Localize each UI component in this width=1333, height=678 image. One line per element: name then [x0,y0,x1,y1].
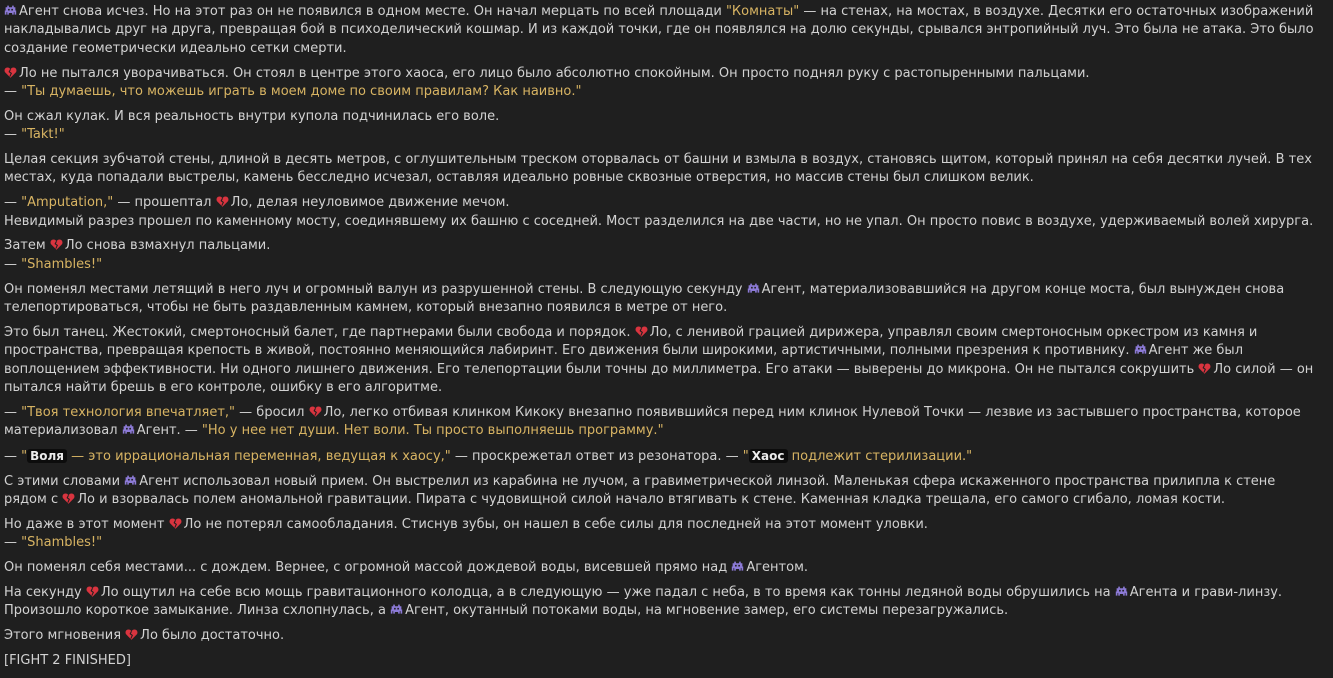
narration-text: Ло, легко отбивая клинком Кикоку внезапно появившийся перед ним клинок Нулевой Точки — лезвие из застывшего пространства, которое материализовал [4,404,1301,439]
broken-heart-icon [169,517,182,530]
story-paragraph [4,281,1321,318]
dialogue-quote: — это иррациональная переменная, ведущая к хаосу," [67,449,451,465]
keyword-tag: Воля [27,449,67,463]
narration-text: — [4,127,22,143]
dialogue-quote: "Ты думаешь, что можешь играть в моем доме по своим правилам? Как наивно." [21,84,582,100]
narration-text: — [4,84,22,100]
narration-text: — [4,195,22,211]
alien-monster-icon [390,603,403,616]
narration-text: Агент. — [136,423,202,439]
story-paragraph [4,652,1321,670]
broken-heart-icon [216,195,229,208]
narration-text: Ло было достаточно. [140,628,285,644]
narration-text: Агента и грави-линзу. Произошло короткое замыкание. Линза схлопнулась, а [4,585,1283,619]
story-paragraph [4,404,1321,441]
narration-text: Ло не потерял самообладания. Стиснув зубы, он нашел в себе силы для последней на этот момент уловки. [183,517,928,533]
broken-heart-icon [1198,362,1211,375]
story-paragraph [4,584,1321,621]
broken-heart-icon [4,66,17,79]
narration-text: — [4,256,22,272]
narration-text: Агент, материализовавшийся на другом конце моста, был вынужден снова телепортироваться, чтобы не быть раздавленным камнем, который внезапно появился в метре от него. [4,281,1285,316]
narration-text: Агентом. [746,560,809,576]
narration-text: — [4,535,22,551]
narration-text: Целая секция зубчатой стены, длиной в десять метров, с оглушительным треском оторвалась от башни и взмыла в воздух, становясь щитом, который принял на себя десятки лучей. В тех местах, куда попадали выстрелы, камень бесследно исчезал, оставляя идеально ровные сквозные отверстия, но массив стены был слишком велик. [4,152,1312,186]
alien-monster-icon [1115,585,1128,598]
narration-text: На секунду [4,585,86,601]
narration-text: Он поменял себя местами... с дождем. Вернее, с огромной массой дождевой воды, висевшей прямо над [4,560,732,576]
narration-text: — [4,404,22,420]
narration-text: С этими словами [4,473,125,489]
narration-text: Затем [4,238,50,254]
narration-text: Ло снова взмахнул пальцами. [64,238,271,254]
story-paragraph [4,65,1321,102]
dialogue-quote: "Amputation," [21,195,114,211]
broken-heart-icon [309,405,322,418]
narration-text: Ло и взорвалась полем аномальной гравитации. Пирата с чудовищной силой начало втягивать к стене. Каменная кладка трещала, его самого сгибало, ломая кости. [77,492,1226,508]
story-paragraph [4,559,1321,577]
dialogue-quote: подлежит стерилизации." [787,449,973,465]
dialogue-quote: "Takt!" [21,127,65,143]
narration-text: Агент же был воплощением эффективности. Ни одного лишнего движения. Его телепортации были точны до миллиметра. Его атаки — выверены до микрона. Он не пытался сокрушить [4,343,1243,377]
alien-monster-icon [122,423,135,436]
narration-text: Ло ощутил на себе всю мощь гравитационного колодца, а в следующую — уже падал с неба, в то время как тонны ледяной воды обрушились на [100,585,1115,601]
alien-monster-icon [124,474,137,487]
narration-text: Но даже в этот момент [4,517,169,533]
story-paragraph [4,516,1321,553]
dialogue-quote: "Shambles!" [21,535,103,551]
narration-text: Агент, окутанный потоками воды, на мгновение замер, его системы перезагружались. [405,603,1009,619]
narration-text: Ло, с ленивой грацией дирижера, управлял своим смертоносным оркестром из камня и пространства, превращая крепость в живой, постоянно меняющийся лабиринт. Его движения были широкими, артистичными, полными презрения к противнику. [4,324,1258,359]
broken-heart-icon [635,325,648,338]
story-paragraph [4,108,1321,145]
narration-text: — прошептал [113,195,216,211]
keyword-tag: Хаос [749,449,788,463]
narration-text: Это был танец. Жестокий, смертоносный балет, где партнерами были свобода и порядок. [4,324,635,340]
dialogue-quote: " [742,449,749,465]
story-paragraph [4,627,1321,645]
narration-text: Ло не пытался уворачиваться. Он стоял в центре этого хаоса, его лицо было абсолютно спокойным. Он просто поднял руку с растопыренными пальцами. [19,65,1090,81]
story-paragraph [4,473,1321,510]
alien-monster-icon [1134,343,1147,356]
dialogue-quote: "Но у нее нет души. Нет воли. Ты просто выполняешь программу." [201,423,664,439]
narration-text: [FIGHT 2 FINISHED] [4,653,131,669]
narration-text: Ло, делая неуловимое движение мечом. [230,195,510,211]
dialogue-quote: " [21,449,28,465]
alien-monster-icon [747,282,760,295]
dialogue-quote: "Твоя технология впечатляет," [21,404,236,420]
broken-heart-icon [125,628,138,641]
story-paragraph [4,237,1321,274]
narration-text: Этого мгновения [4,628,126,644]
broken-heart-icon [50,238,63,251]
story-paragraph [4,324,1321,398]
dialogue-quote: "Комнаты" [725,4,800,19]
broken-heart-icon [62,492,75,505]
narration-text: — на стенах, на мостах, в воздухе. Десятки его остаточных изображений накладывались друг на друга, превращая бой в психоделический кошмар. И из каждой точки, где он появлялся на долю секунды, срывался энтропийный луч. Это была не атака. Это было создание геометрически идеально сетки смерти. [4,4,1314,56]
alien-monster-icon [731,560,744,573]
narration-text: Агент снова исчез. Но на этот раз он не появился в одном месте. Он начал мерцать по всей площади [19,4,726,19]
narration-text: Ло силой — он пытался найти брешь в его контроле, ошибку в его алгоритме. [4,361,1314,396]
narration-text: — проскрежетал ответ из резонатора. — [450,449,743,465]
story-paragraph [4,447,1321,466]
narration-text: Агент использовал новый прием. Он выстрелил из карабина не лучом, а гравиметрической линзой. Маленькая сфера искаженного пространства прилипла к стене рядом с [4,473,1276,508]
broken-heart-icon [86,585,99,598]
alien-monster-icon [4,4,17,17]
story-paragraph [4,3,1321,58]
narration-text: Он сжал кулак. И вся реальность внутри купола подчинилась его воле. [4,108,500,124]
narration-text: Он поменял местами летящий в него луч и огромный валун из разрушенной стены. В следующую секунду [4,281,747,297]
narration-text: Невидимый разрез прошел по каменному мосту, соединявшему их башню с соседней. Мост разделился на две части, но не упал. Он просто повис в воздухе, удерживаемый волей хирурга. [4,213,1314,229]
dialogue-quote: "Shambles!" [21,256,103,272]
narration-text: — бросил [235,404,309,420]
story-paragraph [4,151,1321,188]
narration-text: — [4,449,22,465]
story-paragraph [4,194,1321,231]
